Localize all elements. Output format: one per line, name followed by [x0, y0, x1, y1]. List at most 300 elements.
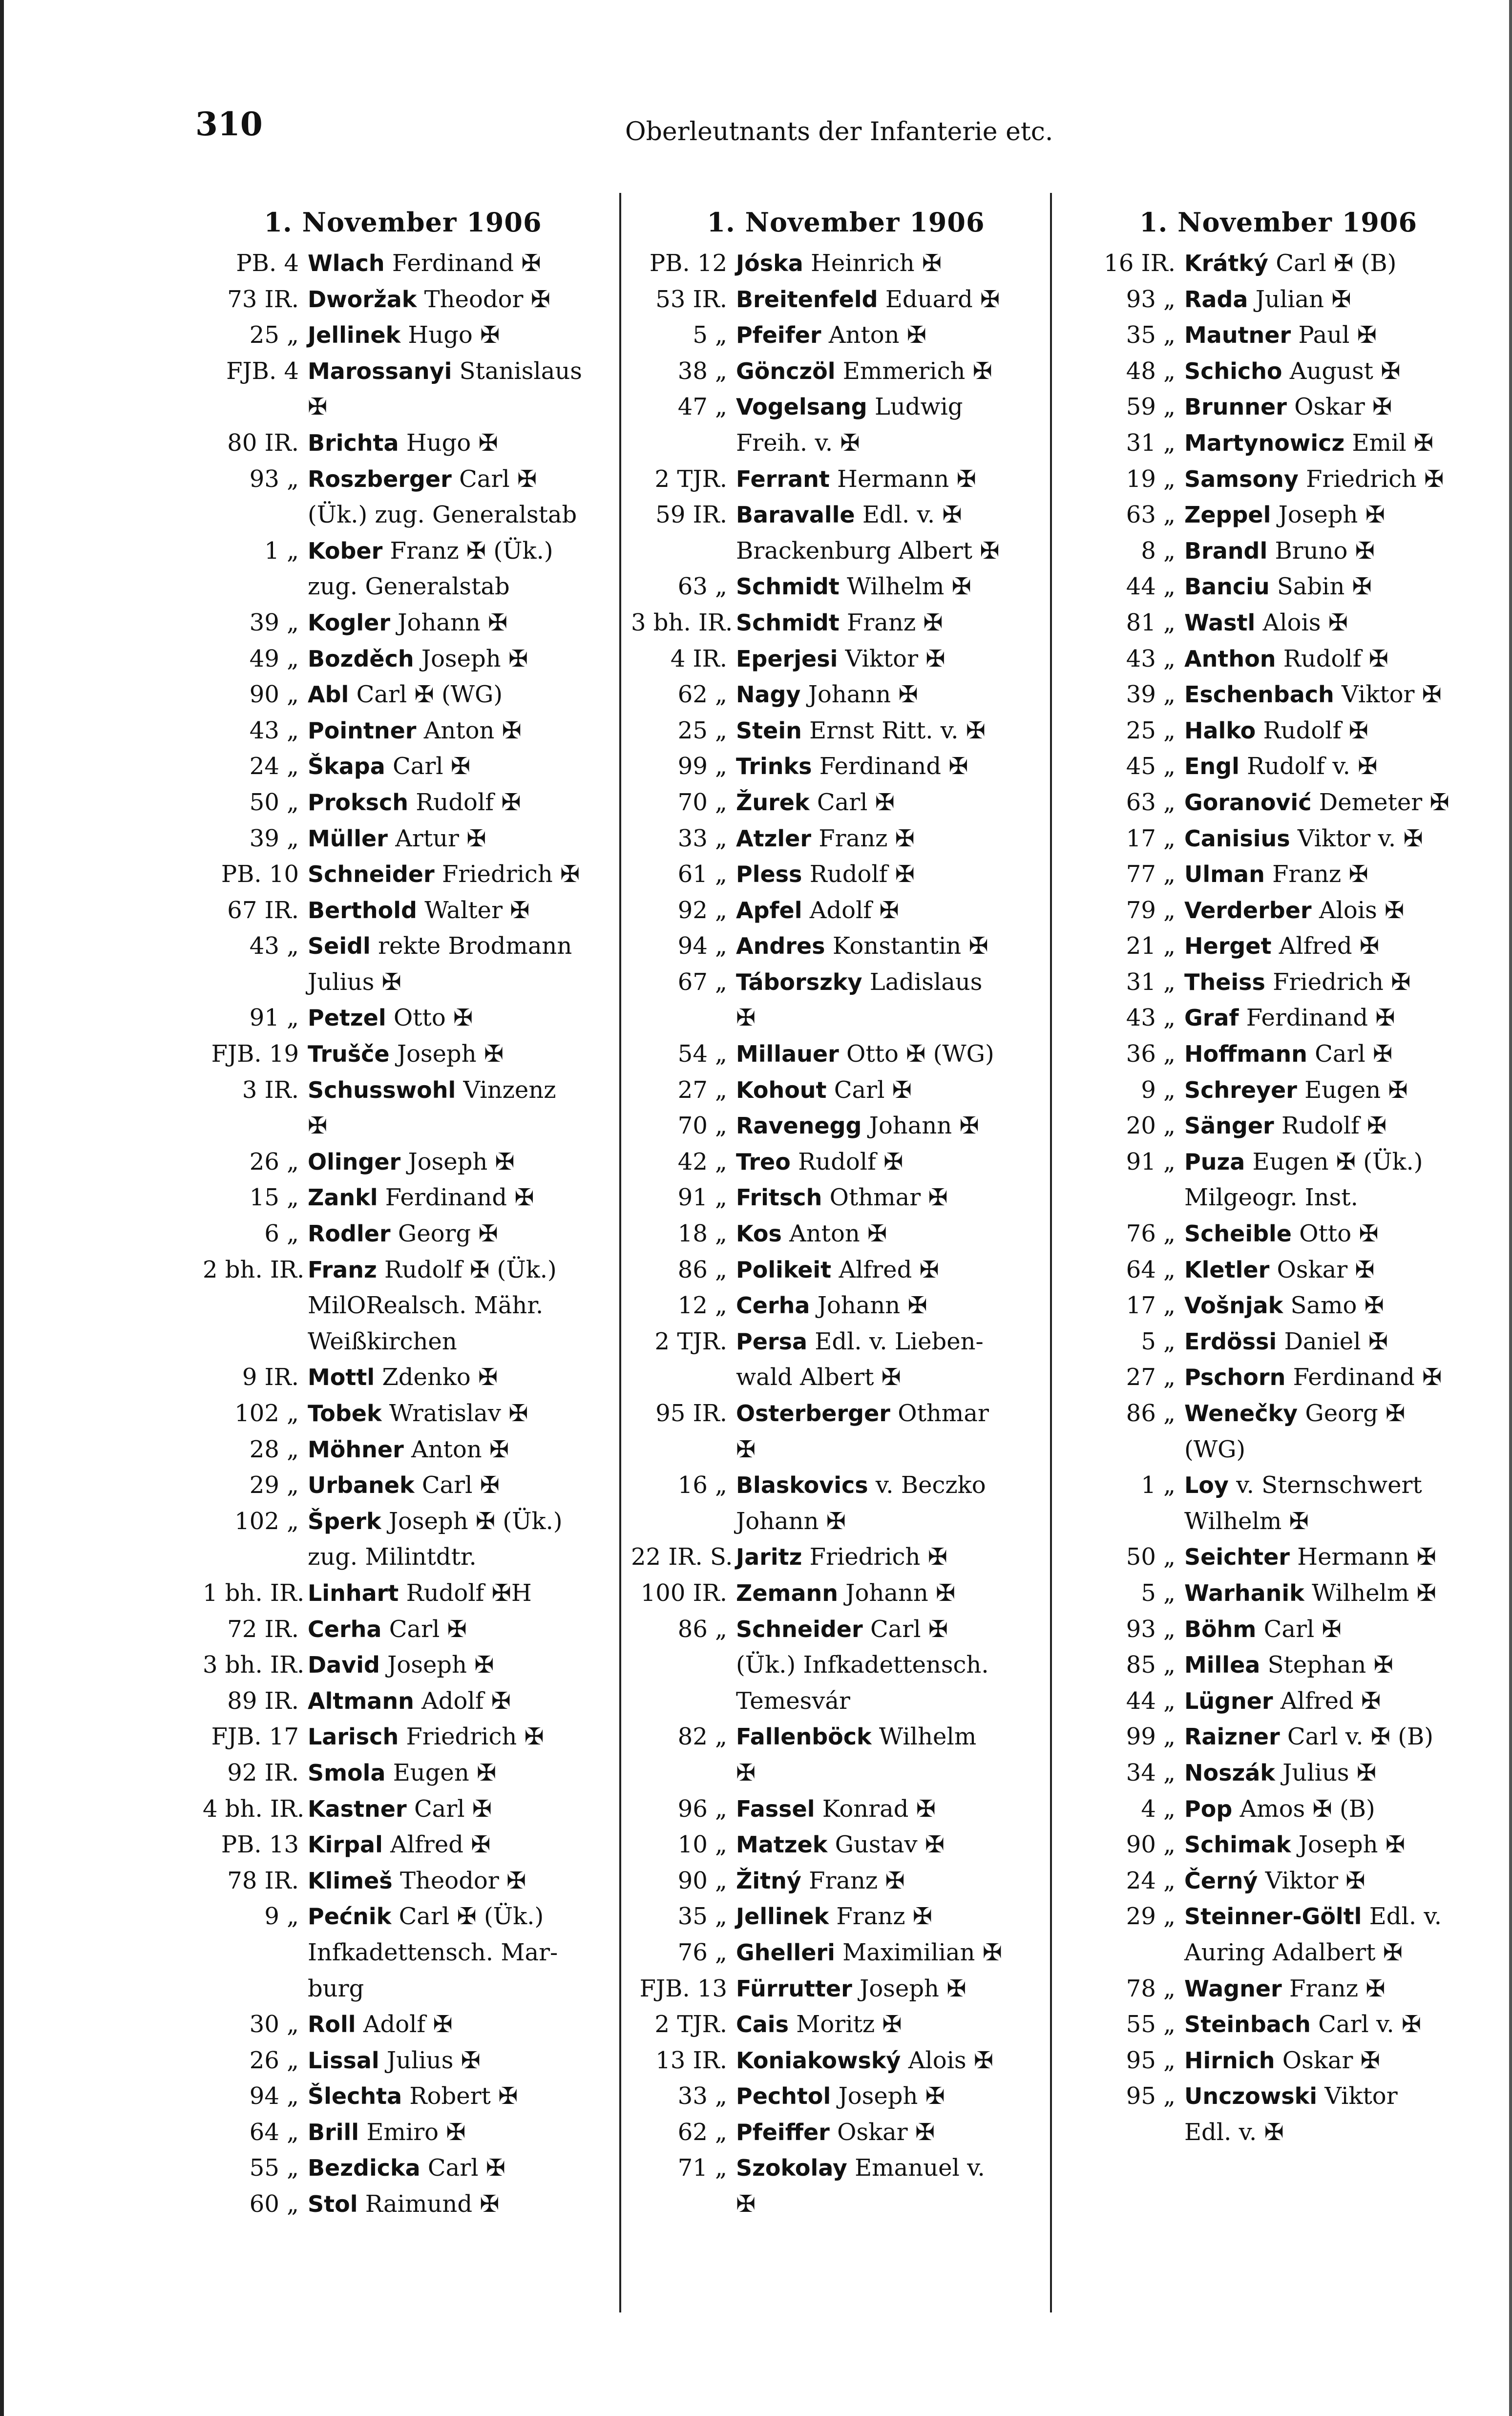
given-name: Paul ✠ — [1298, 321, 1377, 349]
entry-text — [308, 1360, 603, 1396]
entry-text — [308, 1755, 603, 1791]
list-item — [203, 425, 603, 462]
column-rule — [619, 193, 621, 2312]
unit-number: 94 „ — [677, 932, 727, 960]
given-name: Othmar ✠ — [829, 1184, 948, 1212]
entry-text — [1184, 533, 1477, 569]
surname: Pop — [1184, 1795, 1233, 1822]
entry-text — [736, 1216, 1061, 1252]
list-item — [1079, 1324, 1477, 1360]
unit-number: 35 „ — [677, 1903, 727, 1931]
surname: Ulman — [1184, 861, 1265, 888]
surname: Šperk — [308, 1508, 381, 1534]
surname: Cais — [736, 2011, 789, 2038]
entry-text — [736, 1971, 1061, 2007]
entry-text — [736, 1072, 1061, 1109]
entry-text — [308, 605, 603, 641]
unit-number: 31 „ — [1126, 429, 1176, 457]
list-item — [631, 1252, 1061, 1288]
unit-number: 95 „ — [1126, 2082, 1176, 2110]
given-name: Samo ✠ — [1290, 1292, 1384, 1320]
list-item — [203, 246, 603, 282]
surname: Raizner — [1184, 1723, 1280, 1750]
entry-text — [736, 677, 1061, 713]
entry-text — [308, 1719, 603, 1755]
given-name: Johann ✠ — [398, 609, 508, 636]
given-name: Rudolf v. ✠ — [1247, 753, 1378, 780]
surname: Jóska — [736, 250, 803, 276]
given-name: Carl ✠ — [427, 2154, 506, 2182]
surname: Brunner — [1184, 394, 1287, 420]
surname: Goranović — [1184, 789, 1312, 816]
list-item — [631, 2007, 1061, 2043]
surname: Lügner — [1184, 1687, 1273, 1714]
list-item — [631, 1576, 1061, 1612]
surname: Hirnich — [1184, 2047, 1275, 2074]
list-item — [203, 2186, 603, 2223]
surname: Urbanek — [308, 1472, 415, 1499]
list-item — [1079, 389, 1477, 425]
entry-text — [1184, 2079, 1477, 2150]
list-item — [203, 1468, 603, 1504]
given-name: Oskar ✠ — [1277, 1256, 1375, 1283]
surname: Berthold — [308, 897, 417, 924]
surname: Brichta — [308, 429, 399, 456]
surname: Jellinek — [736, 1903, 829, 1930]
unit-number: 73 IR. — [227, 285, 299, 313]
surname: Larisch — [308, 1723, 399, 1750]
unit-number: 1 bh. IR. — [203, 1579, 305, 1607]
unit-number: 2 bh. IR. — [203, 1256, 305, 1283]
surname: Kober — [308, 537, 383, 564]
list-item — [1079, 2043, 1477, 2079]
unit-number: 24 „ — [249, 753, 299, 780]
entry-text — [736, 1396, 1061, 1468]
unit-number: 1 „ — [264, 537, 299, 565]
surname: Kirpal — [308, 1831, 383, 1858]
surname: Apfel — [736, 897, 802, 924]
entry-text — [1184, 928, 1477, 965]
unit-number: 9 „ — [264, 1903, 299, 1931]
entry-text — [308, 1863, 603, 1899]
entry-text — [308, 1072, 603, 1144]
unit-number: 100 IR. — [640, 1579, 727, 1607]
surname: Müller — [308, 825, 388, 852]
unit-number: 59 IR. — [655, 501, 727, 529]
surname: Pfeifer — [736, 322, 821, 349]
list-item — [203, 1827, 603, 1863]
surname: Trinks — [736, 753, 812, 780]
entry-text — [308, 857, 603, 893]
unit-number: 20 „ — [1126, 1112, 1176, 1140]
unit-number: 19 „ — [1126, 465, 1176, 493]
entry-text — [736, 497, 1061, 569]
surname: Millea — [1184, 1652, 1260, 1679]
list-item — [203, 1360, 603, 1396]
given-name: Carl ✠ — [459, 465, 537, 493]
list-item — [631, 1791, 1061, 1828]
list-item — [631, 928, 1061, 965]
given-name: Vinzenz — [463, 1076, 556, 1104]
list-item — [203, 1683, 603, 1720]
given-name: Wilhelm — [879, 1723, 977, 1751]
surname: Tobek — [308, 1400, 382, 1427]
unit-number: 36 „ — [1126, 1040, 1176, 1068]
surname: Dworžak — [308, 286, 417, 313]
given-name: Joseph ✠ — [408, 1148, 515, 1176]
entry-text — [1184, 2043, 1477, 2079]
list-item — [203, 893, 603, 929]
given-name: Maximilian ✠ — [842, 1938, 1002, 1966]
surname: Seidl — [308, 933, 371, 960]
list-item — [631, 893, 1061, 929]
entry-text — [1184, 1360, 1477, 1396]
surname: Wastl — [1184, 609, 1256, 636]
list-item — [631, 2150, 1061, 2222]
unit-number: FJB. 19 — [211, 1040, 299, 1068]
surname: Fürrutter — [736, 1975, 852, 2002]
entry-text — [1184, 1647, 1477, 1683]
entry-text — [1184, 282, 1477, 318]
surname: Abl — [308, 681, 349, 708]
list-item — [631, 282, 1061, 318]
given-name: Friedrich ✠ — [1306, 465, 1444, 493]
entry-text — [736, 2115, 1061, 2151]
list-item — [631, 713, 1061, 749]
given-name: Hermann ✠ — [837, 465, 976, 493]
list-item — [203, 1216, 603, 1252]
list-item — [631, 1036, 1061, 1072]
surname: Sänger — [1184, 1113, 1274, 1139]
list-item — [1079, 1216, 1477, 1252]
given-name: Joseph ✠ — [1278, 501, 1385, 529]
list-item — [203, 2007, 603, 2043]
given-name: Johann ✠ — [869, 1112, 979, 1140]
unit-number: 39 „ — [249, 609, 299, 636]
given-name: Eugen ✠ — [1304, 1076, 1408, 1104]
given-name: Wratislav ✠ — [389, 1400, 528, 1427]
entry-text — [1184, 462, 1477, 498]
list-item — [1079, 425, 1477, 462]
surname: Ravenegg — [736, 1113, 862, 1139]
continuation-line: wald Albert ✠ — [736, 1364, 901, 1391]
list-item — [1079, 1468, 1477, 1539]
surname: Erdössi — [1184, 1328, 1277, 1355]
given-name: Hermann ✠ — [1297, 1543, 1436, 1571]
list-item — [1079, 497, 1477, 533]
given-name: Stephan ✠ — [1267, 1651, 1393, 1679]
given-name: Viktor ✠ — [1265, 1867, 1365, 1894]
unit-number: PB. 10 — [221, 861, 299, 888]
given-name: Friedrich ✠ — [406, 1723, 544, 1751]
list-item — [631, 1719, 1061, 1791]
unit-number: 17 „ — [1126, 1292, 1176, 1320]
given-name: Carl ✠ — [393, 753, 471, 780]
list-item — [1079, 893, 1477, 929]
unit-number: 9 IR. — [242, 1364, 299, 1391]
given-name: Franz ✠ — [1272, 861, 1368, 888]
unit-number: 44 „ — [1126, 573, 1176, 601]
given-name: Konstantin ✠ — [832, 932, 988, 960]
surname: Žurek — [736, 789, 810, 816]
list-item — [631, 1180, 1061, 1216]
given-name: Eugen ✠ — [393, 1759, 497, 1786]
unit-number: 38 „ — [677, 357, 727, 385]
unit-number: 70 „ — [677, 788, 727, 816]
given-name: Viktor ✠ — [845, 645, 945, 672]
given-name: Franz ✠ — [819, 824, 915, 852]
unit-number: 92 „ — [677, 896, 727, 924]
entry-text — [736, 354, 1061, 390]
surname: Gönczöl — [736, 357, 836, 384]
unit-number: 72 IR. — [227, 1615, 299, 1643]
entry-text — [736, 749, 1061, 785]
list-item — [1079, 1647, 1477, 1683]
entry-text — [736, 1899, 1061, 1935]
list-item — [1079, 1755, 1477, 1791]
entry-text — [308, 749, 603, 785]
given-name: Rudolf ✠ — [798, 1148, 903, 1176]
given-name: Theodor ✠ — [424, 285, 550, 313]
list-item — [203, 605, 603, 641]
given-name: Ladislaus — [869, 968, 983, 996]
entry-text — [736, 713, 1061, 749]
entry-text — [736, 2150, 1061, 2222]
entry-text — [308, 2115, 603, 2151]
entry-text — [1184, 317, 1477, 354]
given-name: Viktor — [1324, 2082, 1398, 2110]
entry-text — [1184, 1612, 1477, 1648]
unit-number: 99 „ — [1126, 1723, 1176, 1751]
list-item — [203, 1719, 603, 1755]
unit-number: 91 „ — [677, 1184, 727, 1212]
given-name: Carl ✠ — [1263, 1615, 1342, 1643]
entry-text — [308, 425, 603, 462]
given-name: Robert ✠ — [409, 2082, 518, 2110]
entry-text — [1184, 1791, 1477, 1828]
unit-number: 43 „ — [1126, 1004, 1176, 1032]
given-name: Johann ✠ — [808, 681, 918, 709]
entry-text — [736, 1288, 1061, 1324]
unit-number: 16 „ — [677, 1471, 727, 1499]
unit-number: 22 IR. S. — [631, 1543, 733, 1571]
surname: Škapa — [308, 753, 385, 780]
continuation-line: ✠ — [308, 1112, 328, 1140]
unit-number: 27 „ — [1126, 1364, 1176, 1391]
column-3 — [1079, 203, 1477, 2342]
surname: Matzek — [736, 1831, 828, 1858]
unit-number: 90 „ — [249, 681, 299, 709]
continuation-line: Julius ✠ — [308, 968, 401, 996]
list-item — [631, 497, 1061, 569]
surname: Lissal — [308, 2047, 379, 2074]
surname: Graf — [1184, 1005, 1239, 1031]
unit-number: 50 „ — [249, 788, 299, 816]
surname: Olinger — [308, 1148, 401, 1175]
surname: Roszberger — [308, 465, 452, 492]
surname: Černý — [1184, 1867, 1258, 1894]
given-name: Franz ✠ — [836, 1903, 932, 1931]
entry-text — [736, 1144, 1061, 1180]
unit-number: 99 „ — [677, 753, 727, 780]
unit-number: 10 „ — [677, 1831, 727, 1859]
surname: Loy — [1184, 1472, 1229, 1499]
unit-number: 4 „ — [1141, 1795, 1176, 1823]
surname: Puza — [1184, 1148, 1245, 1175]
list-item — [203, 821, 603, 857]
list-item — [203, 462, 603, 533]
surname: Schusswohl — [308, 1076, 456, 1103]
column-heading: 1. November 1906 — [264, 207, 542, 238]
given-name: Carl v. ✠ — [1318, 2011, 1422, 2038]
list-item — [203, 1504, 603, 1576]
given-name: Eugen ✠ (Ük.) — [1252, 1148, 1423, 1176]
surname: Kastner — [308, 1795, 407, 1822]
surname: Verderber — [1184, 897, 1312, 924]
list-item — [1079, 1000, 1477, 1036]
surname: Ghelleri — [736, 1939, 835, 1966]
entry-text — [1184, 389, 1477, 425]
given-name: Emil ✠ — [1352, 429, 1434, 457]
entry-text — [308, 1036, 603, 1072]
given-name: Alfred ✠ — [1280, 1687, 1381, 1715]
given-name: Rudolf ✠ — [809, 861, 915, 888]
entry-text — [1184, 1000, 1477, 1036]
unit-number: 4 IR. — [670, 645, 727, 672]
given-name: Carl ✠ — [870, 1615, 948, 1643]
list-item — [1079, 533, 1477, 569]
list-item — [631, 462, 1061, 498]
unit-number: 63 „ — [1126, 501, 1176, 529]
unit-number: 67 IR. — [227, 896, 299, 924]
surname: Halko — [1184, 717, 1256, 744]
given-name: Carl ✠ (Ük.) — [399, 1903, 544, 1931]
list-item — [1079, 1108, 1477, 1144]
entry-text — [736, 246, 1061, 282]
given-name: Alois ✠ — [1319, 896, 1405, 924]
unit-number: FJB. 17 — [211, 1723, 299, 1751]
entry-text — [1184, 749, 1477, 785]
list-item — [1079, 1899, 1477, 1971]
list-item — [1079, 1072, 1477, 1109]
given-name: Carl ✠ — [414, 1795, 492, 1823]
entry-text — [308, 2079, 603, 2115]
surname: Vogelsang — [736, 394, 867, 420]
given-name: Anton ✠ — [789, 1220, 887, 1248]
unit-number: 4 bh. IR. — [203, 1795, 305, 1823]
list-item — [631, 2115, 1061, 2151]
entry-text — [736, 928, 1061, 965]
given-name: Alfred ✠ — [390, 1831, 491, 1859]
list-item — [1079, 317, 1477, 354]
list-item — [631, 1935, 1061, 1971]
unit-number: 70 „ — [677, 1112, 727, 1140]
surname: Mautner — [1184, 322, 1291, 349]
surname: Anthon — [1184, 645, 1276, 672]
unit-number: 76 „ — [677, 1938, 727, 1966]
given-name: Georg ✠ — [1305, 1400, 1406, 1427]
entry-text — [736, 821, 1061, 857]
list-item — [1079, 246, 1477, 282]
unit-number: 3 bh. IR. — [631, 609, 733, 636]
list-item — [203, 282, 603, 318]
list-item — [631, 317, 1061, 354]
unit-number: 85 „ — [1126, 1651, 1176, 1679]
given-name: Walter ✠ — [424, 896, 530, 924]
unit-number: 15 „ — [249, 1184, 299, 1212]
list-item — [203, 317, 603, 354]
entry-text — [736, 1576, 1061, 1612]
surname: Jaritz — [736, 1544, 802, 1571]
entry-text — [1184, 1755, 1477, 1791]
given-name: Emmerich ✠ — [842, 357, 992, 385]
surname: Bezdicka — [308, 2155, 420, 2182]
entry-text — [308, 1180, 603, 1216]
surname: Vošnjak — [1184, 1292, 1283, 1319]
unit-number: 86 „ — [1126, 1400, 1176, 1427]
list-item — [203, 1432, 603, 1468]
entry-text — [308, 246, 603, 282]
surname: Zeppel — [1184, 502, 1271, 528]
surname: Schneider — [736, 1616, 863, 1642]
entry-text — [736, 282, 1061, 318]
given-name: Demeter ✠ — [1319, 788, 1449, 816]
list-item — [203, 1000, 603, 1036]
unit-number: 25 „ — [249, 321, 299, 349]
given-name: Johann ✠ — [845, 1579, 956, 1607]
list-item — [1079, 677, 1477, 713]
list-item — [1079, 1863, 1477, 1899]
given-name: Adolf ✠ — [809, 896, 899, 924]
unit-number: 95 IR. — [655, 1400, 727, 1427]
given-name: Zdenko ✠ — [382, 1364, 498, 1391]
given-name: Anton ✠ — [828, 321, 927, 349]
list-item — [1079, 1252, 1477, 1288]
entry-text — [308, 2186, 603, 2223]
list-item — [203, 1072, 603, 1144]
list-item — [1079, 1971, 1477, 2007]
continuation-line: (Ük.) Infkadettensch. — [736, 1651, 989, 1679]
surname: Schneider — [308, 861, 435, 888]
given-name: Theodor ✠ — [399, 1867, 526, 1894]
surname: Roll — [308, 2011, 356, 2038]
surname: Theiss — [1184, 968, 1265, 995]
list-item — [1079, 713, 1477, 749]
column-heading: 1. November 1906 — [707, 207, 985, 238]
entry-text — [1184, 893, 1477, 929]
unit-number: 6 „ — [264, 1220, 299, 1248]
surname: Steinbach — [1184, 2011, 1311, 2038]
list-item — [203, 1863, 603, 1899]
surname: David — [308, 1652, 380, 1679]
entry-text — [1184, 1252, 1477, 1288]
list-item — [631, 605, 1061, 641]
given-name: Oskar ✠ — [1282, 2046, 1380, 2074]
entry-text — [736, 857, 1061, 893]
surname: Seichter — [1184, 1544, 1290, 1571]
entry-text — [1184, 1863, 1477, 1899]
surname: Schmidt — [736, 573, 840, 600]
given-name: Joseph ✠ — [421, 645, 528, 672]
entry-text — [1184, 1683, 1477, 1720]
given-name: Eduard ✠ — [885, 285, 1000, 313]
surname: Rodler — [308, 1220, 391, 1247]
entry-text — [736, 1827, 1061, 1863]
surname: Warhanik — [1184, 1579, 1304, 1606]
unit-number: 17 „ — [1126, 824, 1176, 852]
entry-text — [308, 785, 603, 821]
surname: Pećnik — [308, 1903, 392, 1930]
